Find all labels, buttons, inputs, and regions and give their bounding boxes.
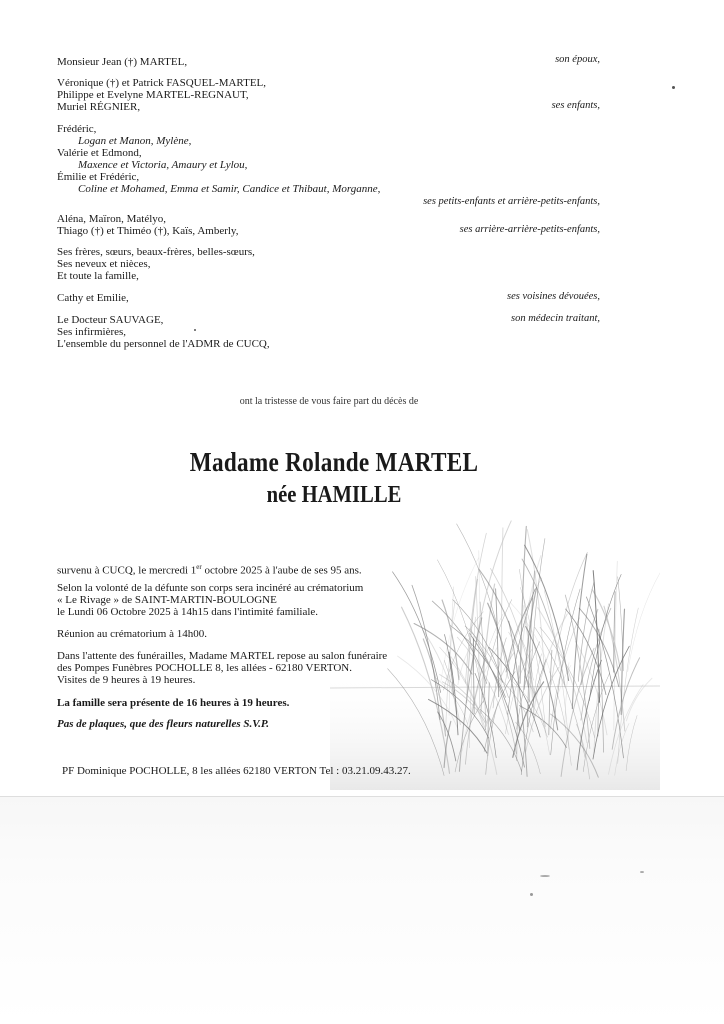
cremation-line: le Lundi 06 Octobre 2025 à 14h15 dans l'intimité familiale. <box>57 606 319 618</box>
announcement-text: ont la tristesse de vous faire part du décès de <box>239 396 419 407</box>
scan-speck <box>640 871 644 873</box>
grass-blade <box>628 572 660 672</box>
family-line: L'ensemble du personnel de l'ADMR de CUCQ, <box>57 338 270 350</box>
footer-contact: PF Dominique POCHOLLE, 8 les allées 62180 VERTON Tel : 03.21.09.43.27. <box>62 765 411 777</box>
family-line: Émilie et Frédéric, <box>57 171 140 183</box>
family-line: Philippe et Evelyne MARTEL-REGNAUT, <box>57 89 249 101</box>
family-line: Monsieur Jean (†) MARTEL, <box>57 56 188 68</box>
family-line: Cathy et Emilie, <box>57 292 129 304</box>
scan-speck <box>672 86 675 89</box>
cremation-line: « Le Rivage » de SAINT-MARTIN-BOULOGNE <box>57 594 277 606</box>
scan-speck <box>530 893 533 896</box>
funeral-home-line: Dans l'attente des funérailles, Madame MARTEL repose au salon funéraire <box>57 650 388 662</box>
family-role: ses arrière-arrière-petits-enfants, <box>459 224 600 235</box>
family-line: Véronique (†) et Patrick FASQUEL-MARTEL, <box>57 77 267 89</box>
meeting-line: Réunion au crématorium à 14h00. <box>57 628 207 640</box>
family-line: Ses infirmières, <box>57 326 127 338</box>
family-line: Le Docteur SAUVAGE, <box>57 314 164 326</box>
family-line: Maxence et Victoria, Amaury et Lylou, <box>78 159 248 171</box>
deceased-name: Madame Rolande MARTEL <box>189 447 479 477</box>
family-line: Aléna, Maïron, Matélyo, <box>57 213 167 225</box>
family-role: son époux, <box>555 54 600 65</box>
family-line: Valérie et Edmond, <box>57 147 142 159</box>
funeral-home-line: Visites de 9 heures à 19 heures. <box>57 674 196 686</box>
family-present-line: La famille sera présente de 16 heures à 19 heures. <box>57 697 290 709</box>
no-plaques-line: Pas de plaques, que des fleurs naturelles S.V.P. <box>57 718 269 730</box>
family-line: Et toute la famille, <box>57 270 139 282</box>
cremation-line: Selon la volonté de la défunte son corps sera incinéré au crématorium <box>57 582 364 594</box>
scan-speck <box>540 875 550 877</box>
family-line: Muriel RÉGNIER, <box>57 101 141 113</box>
family-role: ses enfants, <box>551 100 600 111</box>
family-line: Ses frères, sœurs, beaux-frères, belles-sœurs, <box>57 246 255 258</box>
family-line: Ses neveux et nièces, <box>57 258 151 270</box>
family-line: Coline et Mohamed, Emma et Samir, Candice et Thibaut, Morganne, <box>78 183 381 195</box>
family-line: Thiago (†) et Thiméo (†), Kaïs, Amberly, <box>57 225 239 237</box>
scan-speck <box>194 329 196 331</box>
grass-blade <box>551 552 587 684</box>
family-role: ses voisines dévouées, <box>506 291 600 302</box>
deceased-maiden-name: née HAMILLE <box>266 482 402 508</box>
scanner-background <box>0 796 724 1024</box>
funeral-home-line: des Pompes Funèbres POCHOLLE 8, les allées - 62180 VERTON. <box>57 662 352 674</box>
death-details: survenu à CUCQ, le mercredi 1er octobre 2025 à l'aube de ses 95 ans. <box>57 563 362 577</box>
family-role: ses petits-enfants et arrière-petits-enfants, <box>423 196 600 207</box>
family-role: son médecin traitant, <box>511 313 600 324</box>
family-line: Frédéric, <box>57 123 97 135</box>
family-line: Logan et Manon, Mylène, <box>78 135 192 147</box>
